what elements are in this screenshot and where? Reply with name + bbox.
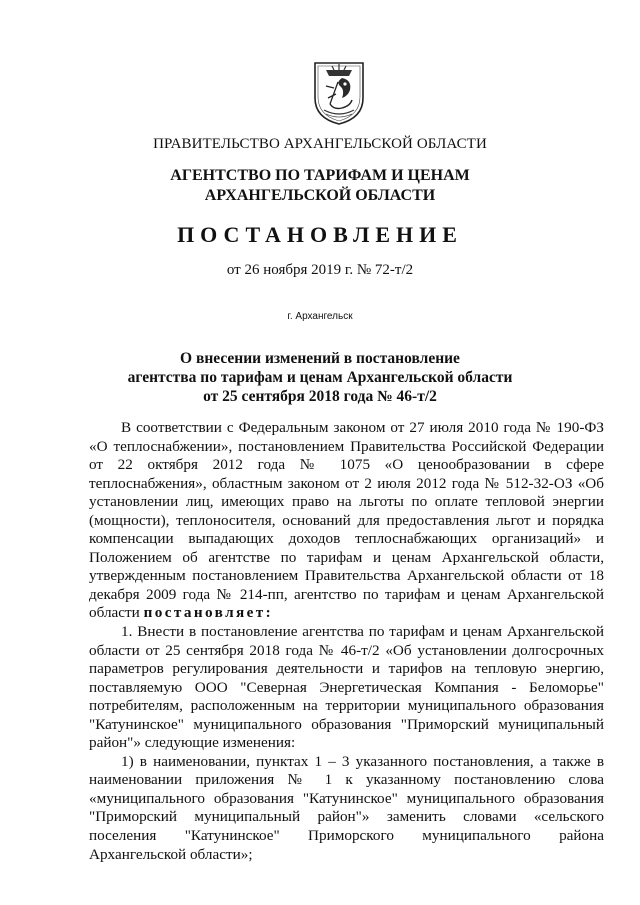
document-body — [89, 419, 604, 864]
agency-name-line1: АГЕНТСТВО ПО ТАРИФАМ И ЦЕНАМ — [170, 167, 470, 184]
coat-of-arms-icon — [312, 60, 366, 126]
agency-name — [0, 166, 640, 206]
subject-line1: О внесении изменений в постановление — [180, 350, 460, 367]
government-name: ПРАВИТЕЛЬСТВО АРХАНГЕЛЬСКОЙ ОБЛАСТИ — [153, 136, 487, 152]
subject-line2: агентства по тарифам и ценам Архангельской области — [127, 369, 513, 386]
document-subject — [0, 349, 640, 406]
agency-name-line2: АРХАНГЕЛЬСКОЙ ОБЛАСТИ — [204, 187, 436, 204]
document-type: ПОСТАНОВЛЕНИЕ — [177, 222, 463, 247]
preamble-text: В соответствии с Федеральным законом от 27 июля 2010 года № 190-ФЗ «О теплоснабжении», постановлением Правительства Российской Федерации от 22 октября 2012 года № 1075 «О ценообразовании в сфере теплоснабжения», областным законом от 2 июля 2012 года № 512-32-ОЗ «Об установлении лиц, имеющих право на льготы по оплате тепловой энергии (мощности), теплоносителя, оснований для предоставления льгот и порядка компенсации выпадающих доходов теплоснабжающих организаций» и Положением об агентстве по тарифам и ценам Архангельской области, утвержденным постановлением Правительства Архангельской области от 18 декабря 2009 года № 214-пп, агентство по тарифам и ценам Архангельской области — [89, 419, 604, 622]
resolves-word: постановляет: — [143, 604, 274, 622]
subitem-1-paragraph: 1) в наименовании, пунктах 1 – 3 указанного постановления, а также в наименовании приложения № 1 к указанному постановлению слова «муниципального образования "Катунинское" муниципального образования "Приморский муниципальный район"» заменить словами «сельского поселения "Катунинское" Приморского муниципального района Архангельской области»; — [89, 752, 604, 863]
item-1-paragraph: 1. Внести в постановление агентства по тарифам и ценам Архангельской области от 25 сентября 2018 года № 46-т/2 «Об установлении долгосрочных параметров регулирования деятельности и тарифов на тепловую энергию, поставляемую ООО "Северная Энергетическая Компания - Беломорье" потребителям, расположенным на территории муниципального образования "Катунинское" муниципального образования "Приморский муниципальный район"» следующие изменения: — [89, 623, 604, 752]
city: г. Архангельск — [287, 311, 353, 322]
date-and-number: от 26 ноября 2019 г. № 72-т/2 — [226, 262, 414, 278]
preamble-paragraph — [89, 419, 604, 623]
subject-line3: от 25 сентября 2018 года № 46-т/2 — [203, 388, 437, 405]
